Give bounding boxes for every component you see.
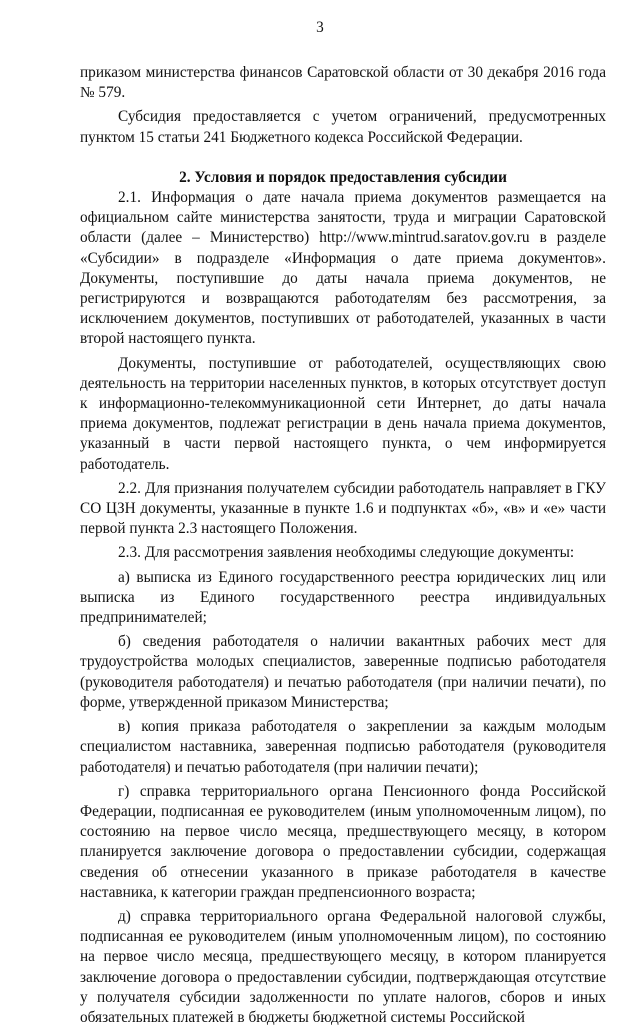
list-item-b: б) сведения работодателя о наличии вакантных рабочих мест для трудоустройства молодых специалистов, заверенные подписью работодателя (руководителя работодателя) и печатью работодателя (при наличии печати), по форме, утвержденной приказом Министерства; (80, 633, 606, 711)
paragraph-subsidy-limits: Субсидия предоставляется с учетом ограничений, предусмотренных пунктом 15 статьи 241 Бюджетного кодекса Российской Федерации. (80, 108, 606, 146)
list-item-v: в) копия приказа работодателя о закреплении за каждым молодым специалистом наставника, заверенная подписью работодателя (руководителя работодателя) и печатью работодателя (при наличии печати); (80, 718, 606, 776)
document-body (80, 63, 606, 1028)
paragraph-2-1-part-2: Документы, поступившие от работодателей, осуществляющих свою деятельность на территории населенных пунктов, в которых отсутствует доступ к информационно-телекоммуникационной сети Интернет, до даты начала приема документов, подлежат регистрации в день начала приема документов, указанный в части первой настоящего пункта, о чем информируется работодатель. (80, 354, 606, 473)
paragraph-2-2: 2.2. Для признания получателем субсидии работодатель направляет в ГКУ СО ЦЗН документы, указанные в пункте 1.6 и подпунктах «б», «в» и «е» части первой пункта 2.3 настоящего Положения. (80, 479, 606, 538)
paragraph-2-1: 2.1. Информация о дате начала приема документов размещается на официальном сайте министерства занятости, труда и миграции Саратовской области (далее – Министерство) http://www.mintrud.saratov.gov.ru в разделе «Субсидии» в подразделе «Информация о дате приема документов». Документы, поступившие до даты начала приема документов, не регистрируются и возвращаются работодателям без рассмотрения, за исключением документов, поступивших от работодателей, указанных в части второй настоящего пункта. (80, 189, 606, 348)
paragraph-2-3: 2.3. Для рассмотрения заявления необходимы следующие документы: (118, 544, 575, 562)
list-item-d: д) справка территориального органа Федеральной налоговой службы, подписанная ее руководителем (иным уполномоченным лицом), по состоянию на первое число месяца, предшествующего месяцу, в котором планируется заключение договора о предоставлении субсидии, подтверждающая отсутствие у получателя субсидии задолженности по уплате налогов, сборов и иных обязательных платежей в бюджеты бюджетной системы Российской (80, 907, 606, 1026)
paragraph-continuation: приказом министерства финансов Саратовской области от 30 декабря 2016 года № 579. (80, 64, 606, 102)
section-title: 2. Условия и порядок предоставления субсидии (179, 168, 507, 186)
list-item-g: г) справка территориального органа Пенсионного фонда Российской Федерации, подписанная ее руководителем (иным уполномоченным лицом), по состоянию на первое число месяца, предшествующего месяцу, в котором планируется заключение договора о предоставлении субсидии, содержащая сведения об отнесении указанного в приказе работодателя в качестве наставника, к категории граждан предпенсионного возраста; (80, 782, 606, 901)
list-item-a: а) выписка из Единого государственного реестра юридических лиц или выписка из Единого государственного реестра индивидуальных предпринимателей; (80, 568, 606, 627)
page-number: 3 (316, 19, 324, 36)
